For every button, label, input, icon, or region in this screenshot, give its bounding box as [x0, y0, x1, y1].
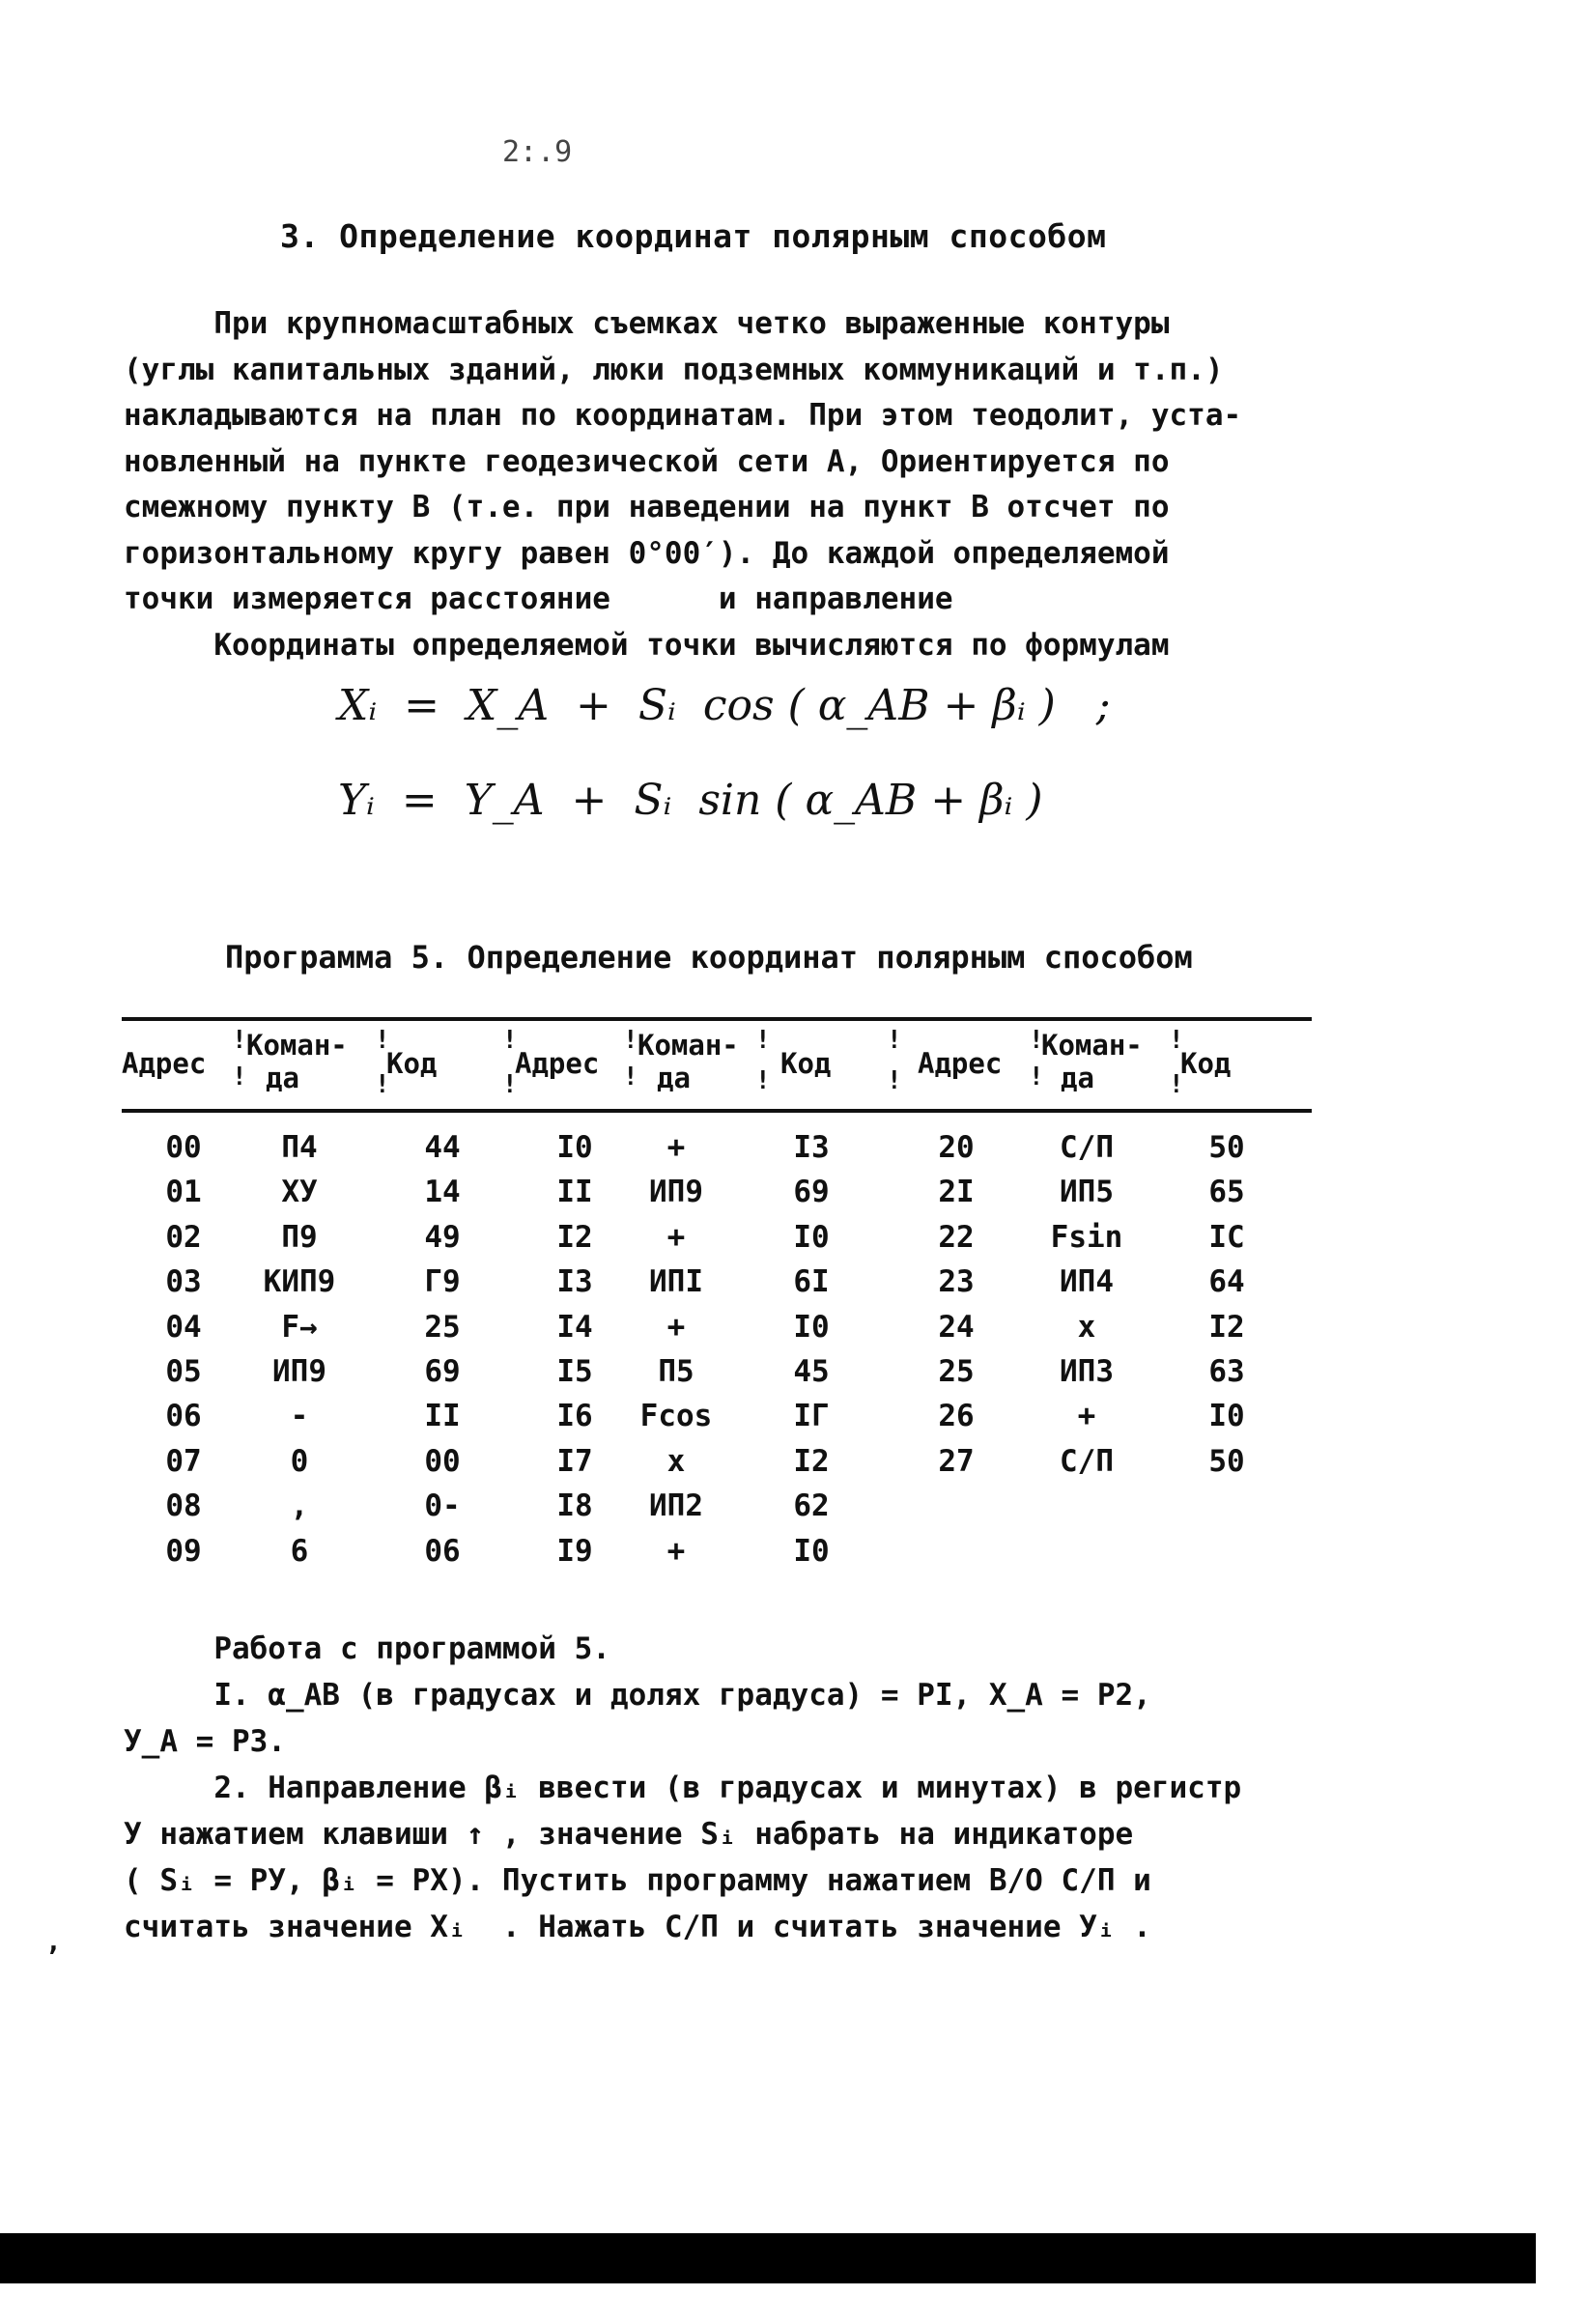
- cell-command: ИП4: [1060, 1264, 1114, 1300]
- header-separator: !: [232, 1063, 247, 1091]
- header-code: Код: [780, 1047, 832, 1080]
- formula-y: Yᵢ = Y_A + Sᵢ sin ( α_AB + βᵢ ): [338, 776, 1043, 825]
- header-separator: !: [755, 1026, 771, 1055]
- header-command-bottom: да: [266, 1062, 299, 1094]
- cell-command: ИП9: [649, 1175, 703, 1210]
- cell-command: Fsin: [1050, 1219, 1123, 1255]
- cell-code: 69: [793, 1175, 830, 1210]
- work-line: ( Sᵢ = PУ, βᵢ = PX). Пустить программу нажатием В/О С/П и: [124, 1863, 1151, 1898]
- work-line: считать значение Xᵢ . Нажать С/П и считать значение Уᵢ .: [124, 1910, 1151, 1944]
- cell-command: Fcos: [639, 1399, 713, 1434]
- header-command-bottom: да: [1061, 1062, 1094, 1094]
- table-rule-header: [122, 1109, 1312, 1113]
- header-address: Адрес: [918, 1047, 1003, 1080]
- cell-code: I0: [793, 1309, 830, 1345]
- header-separator: !: [375, 1026, 390, 1055]
- paragraph-line: Координаты определяемой точки вычисляются по формулам: [124, 627, 1170, 663]
- cell-code: I0: [1208, 1399, 1245, 1434]
- header-address: Адрес: [122, 1047, 207, 1080]
- cell-code: I0: [793, 1533, 830, 1569]
- work-line: Работа с программой 5.: [124, 1631, 610, 1666]
- formula-x: Xᵢ = X_A + Sᵢ cos ( α_AB + βᵢ ) ;: [338, 681, 1111, 730]
- header-code: Код: [386, 1047, 438, 1080]
- cell-address: I0: [556, 1130, 593, 1165]
- header-separator: !: [1029, 1063, 1044, 1091]
- page-number: 2:.9: [502, 135, 573, 169]
- cell-code: II: [424, 1399, 461, 1434]
- cell-command: С/П: [1060, 1443, 1114, 1479]
- cell-code: 6I: [793, 1264, 830, 1300]
- cell-address: 05: [165, 1354, 202, 1389]
- cell-code: 06: [424, 1533, 461, 1569]
- work-instructions: [124, 1626, 1302, 1950]
- cell-code: 00: [424, 1443, 461, 1479]
- cell-code: I2: [1208, 1309, 1245, 1345]
- header-address: Адрес: [515, 1047, 600, 1080]
- cell-code: I3: [793, 1130, 830, 1165]
- cell-code: IC: [1208, 1219, 1245, 1255]
- cell-command: П4: [281, 1130, 318, 1165]
- cell-address: 27: [938, 1443, 975, 1479]
- stray-mark: ,: [45, 1925, 62, 1957]
- cell-command: x: [1077, 1309, 1096, 1345]
- cell-code: 45: [793, 1354, 830, 1389]
- table-rule-top: [122, 1017, 1312, 1021]
- cell-command: ИПI: [649, 1264, 703, 1300]
- cell-code: 63: [1208, 1354, 1245, 1389]
- cell-address: II: [556, 1175, 593, 1210]
- cell-code: 69: [424, 1354, 461, 1389]
- cell-command: x: [666, 1443, 686, 1479]
- cell-code: 65: [1208, 1175, 1245, 1210]
- header-separator: !: [1169, 1026, 1184, 1055]
- cell-command: ХУ: [281, 1175, 318, 1210]
- paragraph-line: При крупномасштабных съемках четко выраженные контуры: [124, 306, 1170, 341]
- cell-address: 26: [938, 1399, 975, 1434]
- header-separator: !: [887, 1026, 902, 1055]
- work-line: У нажатием клавиши ↑ , значение Sᵢ набрать на индикаторе: [124, 1817, 1134, 1852]
- paragraph-line: точки измеряется расстояние и направление: [124, 581, 953, 616]
- cell-address: 08: [165, 1488, 202, 1524]
- cell-address: 07: [165, 1443, 202, 1479]
- header-command-top: Коман-: [246, 1029, 348, 1062]
- cell-address: 00: [165, 1130, 202, 1165]
- header-command-bottom: да: [657, 1062, 691, 1094]
- cell-code: 50: [1208, 1130, 1245, 1165]
- cell-address: 02: [165, 1219, 202, 1255]
- header-command-top: Коман-: [1041, 1029, 1143, 1062]
- cell-code: 62: [793, 1488, 830, 1524]
- header-separator: !: [623, 1026, 638, 1055]
- paragraph-line: (углы капитальных зданий, люки подземных коммуникаций и т.п.): [124, 352, 1224, 387]
- cell-code: 14: [424, 1175, 461, 1210]
- cell-address: I8: [556, 1488, 593, 1524]
- cell-command: ИП2: [649, 1488, 703, 1524]
- cell-code: IГ: [793, 1399, 830, 1434]
- cell-address: I2: [556, 1219, 593, 1255]
- cell-command: ИП5: [1060, 1175, 1114, 1210]
- header-separator: !: [623, 1063, 638, 1091]
- cell-address: 04: [165, 1309, 202, 1345]
- cell-address: I3: [556, 1264, 593, 1300]
- footer-scan-bar: [0, 2233, 1536, 2283]
- header-separator: !: [232, 1026, 247, 1055]
- cell-command: +: [1077, 1399, 1096, 1434]
- cell-code: 64: [1208, 1264, 1245, 1300]
- cell-command: П5: [658, 1354, 694, 1389]
- cell-command: ИП3: [1060, 1354, 1114, 1389]
- cell-code: Г9: [424, 1264, 461, 1300]
- cell-address: I5: [556, 1354, 593, 1389]
- work-line: У_A = P3.: [124, 1724, 286, 1759]
- cell-command: +: [666, 1130, 686, 1165]
- table-title: Программа 5. Определение координат полярным способом: [225, 939, 1193, 976]
- cell-command: ИП9: [272, 1354, 326, 1389]
- header-separator: !: [502, 1026, 518, 1055]
- cell-code: 44: [424, 1130, 461, 1165]
- cell-command: F→: [281, 1309, 318, 1345]
- cell-code: 0-: [424, 1488, 461, 1524]
- cell-command: П9: [281, 1219, 318, 1255]
- header-code: Код: [1180, 1047, 1232, 1080]
- cell-command: +: [666, 1219, 686, 1255]
- header-separator: !: [755, 1066, 771, 1095]
- section-heading: 3. Определение координат полярным способом: [280, 217, 1107, 255]
- cell-address: 24: [938, 1309, 975, 1345]
- cell-command: С/П: [1060, 1130, 1114, 1165]
- cell-code: 49: [424, 1219, 461, 1255]
- header-separator: !: [502, 1070, 518, 1099]
- cell-command: КИП9: [263, 1264, 336, 1300]
- work-line: 2. Направление βᵢ ввести (в градусах и минутах) в регистр: [124, 1771, 1242, 1805]
- header-separator: !: [887, 1066, 902, 1095]
- cell-code: I2: [793, 1443, 830, 1479]
- cell-address: 23: [938, 1264, 975, 1300]
- cell-address: 01: [165, 1175, 202, 1210]
- cell-address: 25: [938, 1354, 975, 1389]
- cell-command: -: [290, 1399, 309, 1434]
- cell-code: 25: [424, 1309, 461, 1345]
- cell-address: I9: [556, 1533, 593, 1569]
- cell-address: 2I: [938, 1175, 975, 1210]
- intro-paragraph: [124, 301, 1263, 668]
- cell-address: 22: [938, 1219, 975, 1255]
- paragraph-line: накладываются на план по координатам. При этом теодолит, уста-: [124, 398, 1242, 433]
- cell-command: 0: [290, 1443, 309, 1479]
- header-command-top: Коман-: [638, 1029, 739, 1062]
- header-separator: !: [1029, 1026, 1044, 1055]
- cell-command: +: [666, 1533, 686, 1569]
- cell-code: 50: [1208, 1443, 1245, 1479]
- cell-command: 6: [290, 1533, 309, 1569]
- work-line: I. α_AB (в градусах и долях градуса) = PI, X_A = P2,: [124, 1678, 1151, 1713]
- cell-address: I7: [556, 1443, 593, 1479]
- cell-code: I0: [793, 1219, 830, 1255]
- cell-command: ,: [290, 1488, 309, 1524]
- cell-address: 09: [165, 1533, 202, 1569]
- paragraph-line: новленный на пункте геодезической сети А, Ориентируется по: [124, 443, 1170, 479]
- header-separator: !: [375, 1070, 390, 1099]
- header-separator: !: [1169, 1070, 1184, 1099]
- cell-address: 06: [165, 1399, 202, 1434]
- cell-address: 03: [165, 1264, 202, 1300]
- paragraph-line: смежному пункту В (т.е. при наведении на пункт В отсчет по: [124, 490, 1170, 524]
- cell-address: I6: [556, 1399, 593, 1434]
- cell-address: 20: [938, 1130, 975, 1165]
- cell-command: +: [666, 1309, 686, 1345]
- paragraph-line: горизонтальному кругу равен 0°00′). До каждой определяемой: [124, 535, 1170, 571]
- cell-address: I4: [556, 1309, 593, 1345]
